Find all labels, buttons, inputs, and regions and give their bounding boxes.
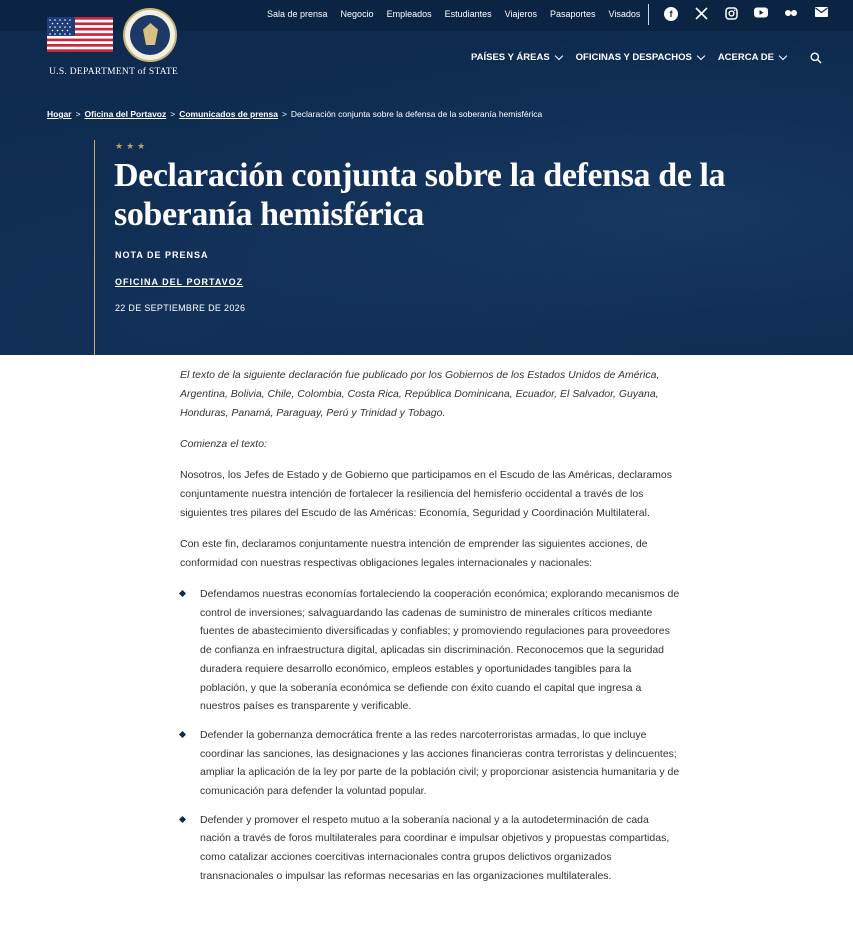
breadcrumb-hogar[interactable]: Hogar	[47, 109, 72, 119]
action-list	[180, 585, 680, 886]
list-item	[180, 811, 680, 886]
breadcrumb-separator: >	[281, 109, 287, 119]
link-viajeros[interactable]: Viajeros	[504, 9, 537, 19]
email-icon[interactable]	[814, 7, 828, 21]
social-links	[664, 7, 844, 21]
breadcrumb	[47, 109, 542, 119]
breadcrumb-separator: >	[170, 109, 176, 119]
hero-header	[0, 0, 853, 355]
x-icon[interactable]	[694, 7, 708, 21]
link-pasaportes[interactable]: Pasaportes	[550, 9, 596, 19]
publish-date: 22 DE SEPTIEMBRE DE 2026	[115, 303, 246, 313]
list-item	[180, 585, 680, 716]
search-icon[interactable]	[810, 52, 822, 64]
department-name: U.S. DEPARTMENT of STATE	[49, 67, 179, 77]
link-negocio[interactable]: Negocio	[340, 9, 374, 19]
nav-label: ACERCA DE	[717, 52, 774, 63]
article-body	[180, 366, 680, 896]
list-item-text: Defender la gobernanza democrática frente a las redes narcoterroristas armadas, lo que incluye coordinar las sanciones, las designaciones y las acciones financieras contra terroristas y delincuentes; ampliar la aplicación de la ley por parte de la población civil; y proporcionar asistencia humanitaria y de comunicación para defender la voluntad popular.	[200, 728, 680, 798]
main-navigation	[471, 52, 800, 63]
flickr-icon[interactable]	[784, 7, 798, 21]
nav-paises-y-areas[interactable]	[471, 52, 562, 63]
link-estudiantes[interactable]: Estudiantes	[444, 9, 492, 19]
breadcrumb-current: Declaración conjunta sobre la defensa de la soberanía hemisférica	[290, 109, 543, 119]
nav-label: OFICINAS Y DESPACHOS	[575, 52, 692, 63]
state-department-logo[interactable]	[47, 8, 177, 80]
department-seal-icon	[123, 8, 177, 62]
divider	[648, 4, 649, 25]
diamond-bullet-icon	[179, 731, 186, 738]
breadcrumb-separator: >	[75, 109, 81, 119]
begin-text: Comienza el texto:	[180, 438, 267, 450]
nav-oficinas-y-despachos[interactable]	[576, 52, 704, 63]
list-item-text: Defender y promover el respeto mutuo a la soberanía nacional y a la autodeterminación de cada nación a través de foros multilaterales para coordinar e impulsar objetivos y propuestas compartidas, como catalizar acciones coercitivas internacionales contra grupos delictivos organizados transnacionales o impulsar las reformas necesarias en las organizaciones multilaterales.	[200, 813, 670, 882]
diamond-bullet-icon	[179, 816, 186, 823]
list-item-text: Defendamos nuestras economías fortaleciendo la cooperación económica; explorando mecanismos de control de inversiones; salvaguardando las cadenas de suministro de minerales críticos mediante fuentes de abastecimiento diversificadas y confiables; y promoviendo regulaciones para proveedores de confianza en infraestructura digital, aplicadas sin discriminación. Reconocemos que la seguridad duradera requiere desarrollo económico, empleos estables y oportunidades tangibles para la población, y que la soberanía económica se defiende con éxito cuando el capital que ingresa a nuestros países es transparente y verificable.	[200, 588, 680, 713]
nav-acerca-de[interactable]	[718, 52, 786, 63]
intro-paragraph: El texto de la siguiente declaración fue publicado por los Gobiernos de los Estados Unidos de América, Argentina, Bolivia, Chile, Colombia, Costa Rica, República Dominicana, Ecuador, El Salvador, Guyana, Honduras, Panamá, Paraguay, Perú y Trinidad y Tobago.	[180, 369, 660, 419]
chevron-down-icon	[779, 52, 787, 60]
stars-icon: ★★★	[115, 141, 149, 151]
link-empleados[interactable]: Empleados	[386, 9, 432, 19]
instagram-icon[interactable]	[724, 7, 738, 21]
list-item	[180, 726, 680, 801]
page-title: Declaración conjunta sobre la defensa de la soberanía hemisférica	[114, 157, 726, 233]
chevron-down-icon	[554, 52, 562, 60]
body-paragraph: Con este fin, declaramos conjuntamente nuestra intención de emprender las siguientes acciones, de conformidad con nuestras respectivas obligaciones legales internacionales y nacionales:	[180, 538, 648, 569]
us-flag-icon	[47, 17, 113, 52]
facebook-icon[interactable]: f	[664, 7, 678, 21]
nav-label: PAÍSES Y ÁREAS	[471, 52, 550, 63]
breadcrumb-oficina-del-portavoz[interactable]: Oficina del Portavoz	[84, 109, 167, 119]
link-visados[interactable]: Visados	[608, 9, 641, 19]
diamond-bullet-icon	[179, 590, 186, 597]
chevron-down-icon	[697, 52, 705, 60]
utility-links	[267, 9, 653, 19]
body-paragraph: Nosotros, los Jefes de Estado y de Gobierno que participamos en el Escudo de las Américas, declaramos conjuntamente nuestra intención de fortalecer la resiliencia del hemisferio occidental a través de los siguientes tres pilares del Escudo de las Américas: Economía, Seguridad y Coordinación Multilateral.	[180, 469, 673, 519]
article-type: NOTA DE PRENSA	[115, 250, 209, 260]
breadcrumb-comunicados[interactable]: Comunicados de prensa	[179, 109, 278, 119]
link-sala-de-prensa[interactable]: Sala de prensa	[267, 9, 328, 19]
office-link[interactable]: OFICINA DEL PORTAVOZ	[115, 277, 244, 287]
title-accent-line	[94, 140, 95, 355]
youtube-icon[interactable]	[754, 7, 768, 21]
